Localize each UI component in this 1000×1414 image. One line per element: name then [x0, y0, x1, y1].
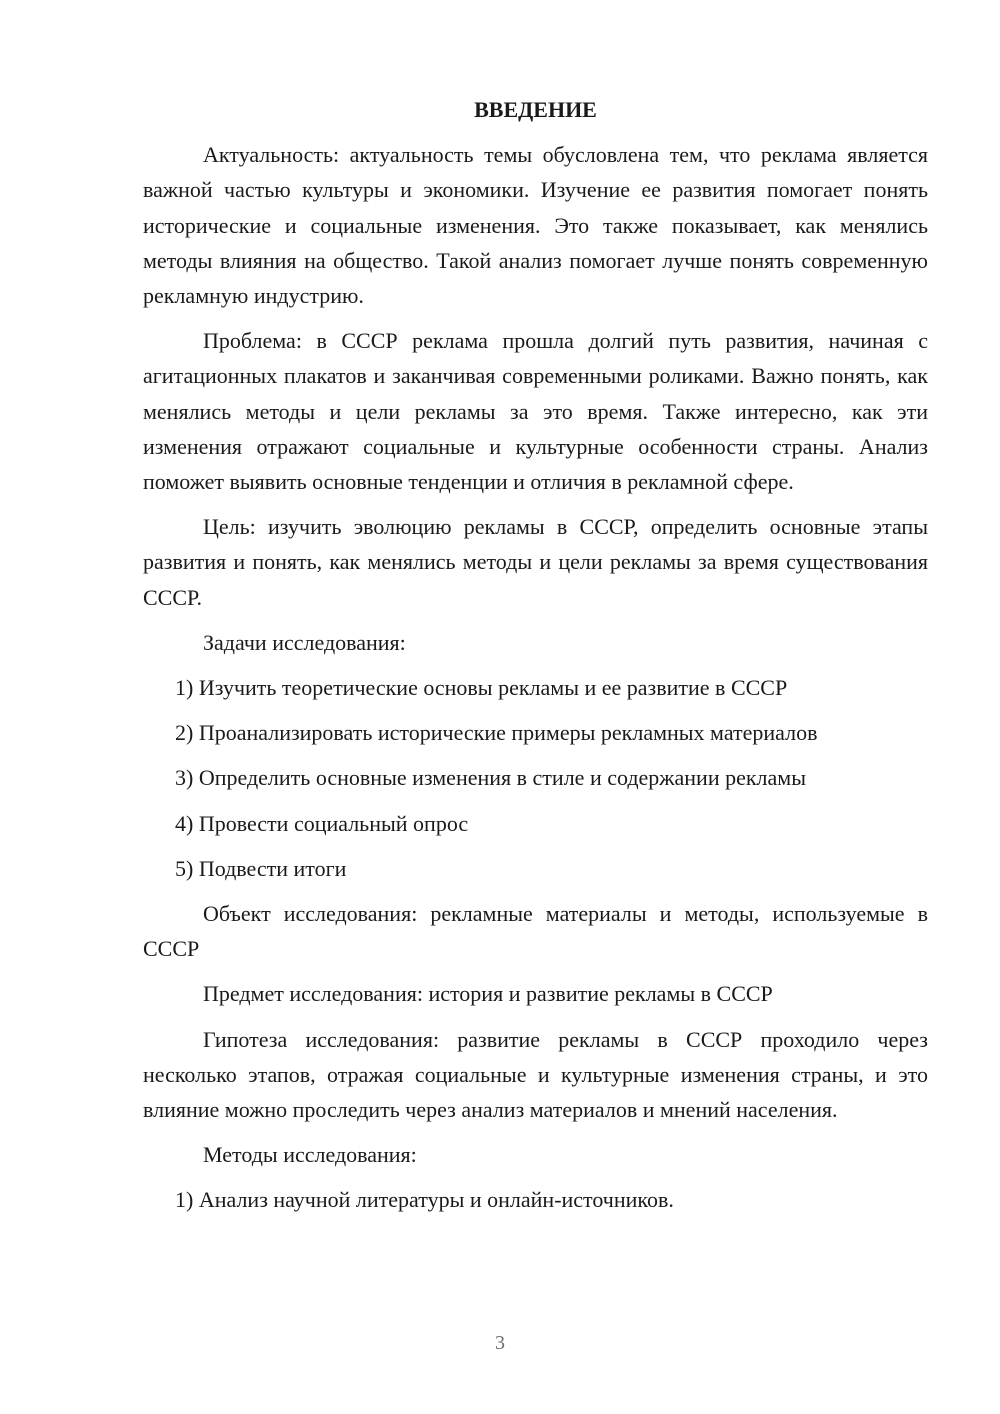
methods-heading: Методы исследования:: [203, 1142, 417, 1168]
goal-paragraph: Цель: изучить эволюцию рекламы в СССР, определить основные этапы развития и понять, как менялись методы и цели рекламы за время существования СССР.: [143, 514, 928, 610]
list-item: 3) Определить основные изменения в стиле и содержании рекламы: [175, 765, 806, 791]
tasks-list: [143, 670, 928, 886]
list-item: 5) Подвести итоги: [175, 855, 347, 881]
relevance-paragraph: Актуальность: актуальность темы обусловлена тем, что реклама является важной частью культуры и экономики. Изучение ее развития помогает понять исторические и социальные изменения. Это также показывает, как менялись методы влияния на общество. Такой анализ помогает лучше понять современную рекламную индустрию.: [143, 142, 928, 309]
methods-list: [143, 1182, 928, 1217]
tasks-heading: Задачи исследования:: [203, 629, 406, 655]
page-content: [143, 92, 928, 1228]
subject-paragraph: Предмет исследования: история и развитие рекламы в СССР: [203, 981, 773, 1007]
section-title: ВВЕДЕНИЕ: [474, 97, 597, 122]
list-item: 2) Проанализировать исторические примеры рекламных материалов: [175, 720, 818, 746]
object-paragraph: Объект исследования: рекламные материалы и методы, используемые в СССР: [143, 901, 928, 962]
problem-paragraph: Проблема: в СССР реклама прошла долгий путь развития, начиная с агитационных плакатов и заканчивая современными роликами. Важно понять, как менялись методы и цели рекламы за это время. Также интересно, как эти изменения отражают социальные и культурные особенности страны. Анализ поможет выявить основные тенденции и отличия в рекламной сфере.: [143, 328, 928, 495]
list-item: 4) Провести социальный опрос: [175, 810, 469, 836]
list-item: 1) Анализ научной литературы и онлайн-источников.: [175, 1187, 674, 1213]
page-number: 3: [495, 1332, 505, 1354]
list-item: 1) Изучить теоретические основы рекламы и ее развитие в СССР: [175, 675, 788, 701]
hypothesis-paragraph: Гипотеза исследования: развитие рекламы в СССР проходило через несколько этапов, отражая социальные и культурные изменения страны, и это влияние можно проследить через анализ материалов и мнений населения.: [143, 1026, 928, 1123]
